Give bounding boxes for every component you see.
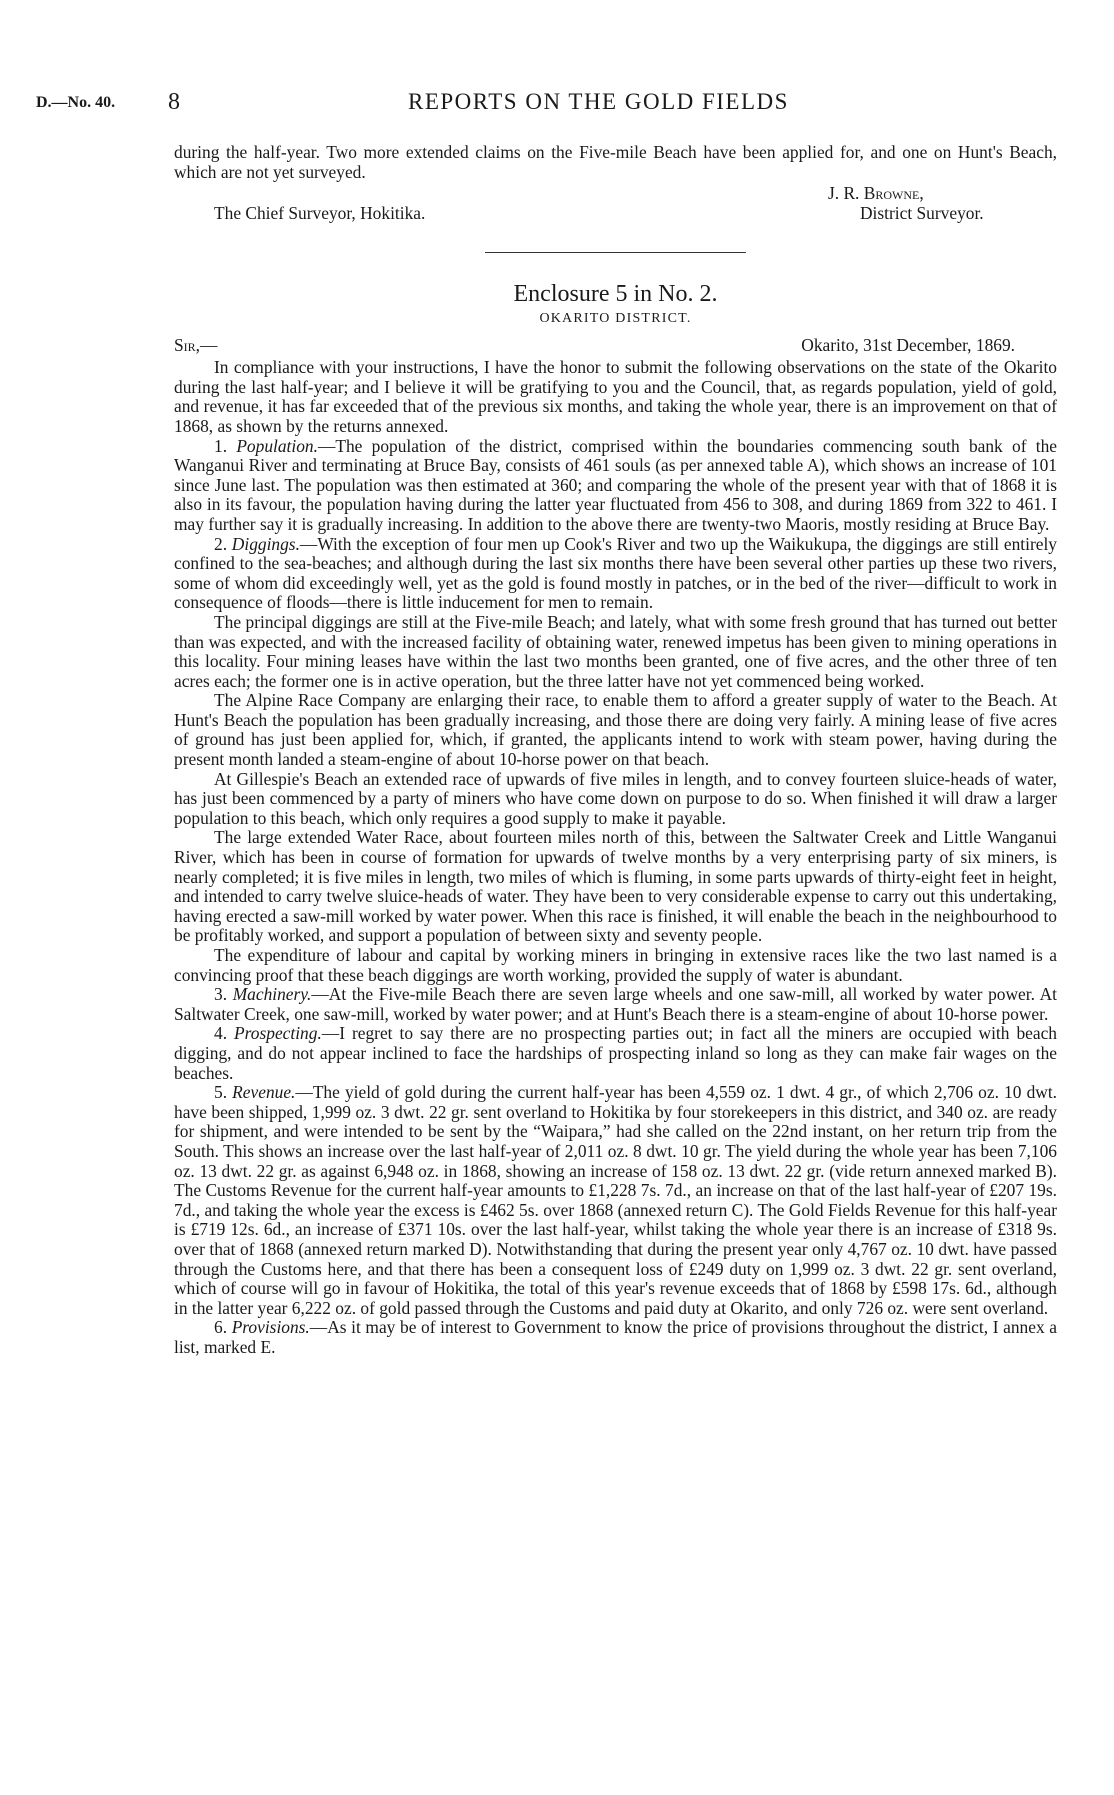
report-paragraph	[174, 828, 1057, 946]
paragraph-text: —The yield of gold during the current half-year has been 4,559 oz. 1 dwt. 4 gr., of which 2,706 oz. 10 dwt. have been shipped, 1,999 oz. 3 dwt. 22 gr. sent overland to Hokitika by four storekeepers in this district, and 340 oz. are ready for shipment, and were intended to be sent by the “Waipara,” had she called on the 22nd instant, on her return trip from the South. This shows an increase over the last half-year of 2,011 oz. 8 dwt. 10 gr. The yield during the whole year has been 7,106 oz. 13 dwt. 22 gr. as against 6,948 oz. in 1868, showing an increase of 158 oz. 13 dwt. 22 gr. (vide return annexed marked B). The Customs Revenue for the current half-year amounts to £1,228 7s. 7d., an increase on that of the last half-year of £207 19s. 7d., and taking the whole year the excess is £462 5s. over 1868 (annexed return C). The Gold Fields Revenue for this half-year is £719 12s. 6d., an increase of £371 10s. over the last half-year, whilst taking the whole year there is an increase of £318 9s. over that of 1868 (annexed return marked D). Notwithstanding that during the present year only 4,767 oz. 10 dwt. have passed through the Customs here, and that there has been a consequent loss of £249 duty on 1,999 oz. 3 dwt. 22 gr. sent overland, which of course will go in favour of Hokitika, the total of this year's revenue exceeds that of 1868 by £598 17s. 6d., although in the latter year 6,222 oz. of gold passed through the Customs and paid duty at Okarito, and only 726 oz. were sent overland.	[174, 1082, 1057, 1318]
signature-block	[174, 182, 1057, 222]
salutation: Sir,—	[174, 335, 218, 356]
paragraph-lead: 2.	[214, 533, 232, 554]
enclosure-title: Enclosure 5 in No. 2.	[513, 281, 718, 308]
report-paragraph	[174, 1318, 1057, 1357]
running-title: REPORTS ON THE GOLD FIELDS	[408, 89, 789, 114]
report-paragraph	[174, 770, 1057, 829]
addressee: The Chief Surveyor, Hokitika.	[214, 203, 426, 224]
paragraph-heading: Revenue.	[232, 1082, 296, 1103]
paragraph-lead: 4.	[214, 1023, 235, 1044]
paragraph-lead: 3.	[214, 984, 233, 1005]
report-paragraph	[174, 946, 1057, 985]
paragraph-heading: Prospecting.	[234, 1023, 322, 1044]
signatory-role: District Surveyor.	[860, 203, 984, 224]
continuation-paragraph: during the half-year. Two more extended claims on the Five-mile Beach have been applied for, and one on Hunt's Beach, which are not yet surveyed.	[174, 142, 1057, 182]
report-paragraph	[174, 691, 1057, 769]
page-number: 8	[168, 89, 180, 115]
paragraph-lead: 5.	[214, 1082, 233, 1103]
paragraph-text: The large extended Water Race, about fourteen miles north of this, between the Saltwater Creek and Little Wanganui River, which has been in course of formation for upwards of twelve months by a very enterprising party of six miners, is nearly completed; it is five miles in length, two miles of which is fluming, in some parts upwards of thirty-eight feet in height, and intended to carry twelve sluice-heads of water. They have been to very considerable expense to carry out this undertaking, having erected a saw-mill worked by water power. When this race is finished, it will enable the beach in the neighbourhood to be profitably worked, and support a population of between sixty and seventy people.	[174, 827, 1057, 946]
district-heading: OKARITO DISTRICT.	[539, 311, 692, 327]
paragraph-lead: 1.	[214, 435, 237, 456]
paragraph-text: —As it may be of interest to Government to know the price of provisions throughout the district, I annex a list, marked E.	[174, 1317, 1058, 1357]
salutation-line	[174, 336, 1057, 358]
report-paragraph	[174, 985, 1057, 1024]
paragraph-text: At Gillespie's Beach an extended race of upwards of five miles in length, and to convey fourteen sluice-heads of water, has just been commenced by a party of miners who have come down on purpose to do so. When finished it will draw a larger population to this beach, which only requires a good supply to make it payable.	[174, 768, 1057, 828]
paragraph-text: The Alpine Race Company are enlarging their race, to enable them to afford a greater supply of water to the Beach. At Hunt's Beach the population has been gradually increasing, and those there are doing very fairly. A mining lease of five acres of ground has just been applied for, which, if granted, the applicants intend to work with steam power, having during the present month landed a steam-engine of about 10-horse power on that beach.	[174, 690, 1057, 770]
paragraph-text: In compliance with your instructions, I have the honor to submit the following observations on the state of the Okarito during the last half-year; and I believe it will be gratifying to you and the Council, that, as regards population, yield of gold, and revenue, it has far exceeded that of the previous six months, and taking the whole year, there is an improvement on that of 1868, as shown by the returns annexed.	[174, 357, 1057, 436]
paragraph-text: —At the Five-mile Beach there are seven large wheels and one saw-mill, all worked by water power. At Saltwater Creek, one saw-mill, worked by water power; and at Hunt's Beach there is a steam-engine of about 10-horse power.	[174, 984, 1057, 1024]
report-paragraph	[174, 535, 1057, 613]
place-date: Okarito, 31st December, 1869.	[801, 335, 1015, 356]
section-divider	[485, 252, 746, 253]
paragraph-text: The principal diggings are still at the Five-mile Beach; and lately, what with some fresh ground that has turned out better than was expected, and with the increased facility of obtaining water, renewed impetus has been given to mining operations in this locality. Four mining leases have within the last two months been granted, one of five acres, and the other three of ten acres each; the former one is in active operation, but the three latter have not yet commenced being worked.	[174, 611, 1057, 691]
page-header	[0, 90, 1114, 120]
paragraph-heading: Machinery.	[232, 984, 312, 1005]
report-paragraph	[174, 437, 1057, 535]
report-paragraph	[174, 358, 1057, 436]
paragraph-lead: 6.	[214, 1317, 232, 1338]
signatory-name: J. R. Browne,	[828, 183, 924, 204]
paragraph-text: —The population of the district, comprised within the boundaries commencing south bank of the Wanganui River and terminating at Bruce Bay, consists of 461 souls (as per annexed table A), which shows an increase of 101 since June last. The population was then estimated at 360; and comparing the whole of the present year with that of 1868 it is also in its favour, the population having during the latter year fluctuated from 456 to 308, and during 1869 from 322 to 461. I may further say it is gradually increasing. In addition to the above there are twenty-two Maoris, mostly residing at Bruce Bay.	[174, 435, 1058, 534]
report-paragraph	[174, 1024, 1057, 1083]
page-body	[174, 143, 1057, 1357]
report-paragraph	[174, 613, 1057, 691]
paragraph-heading: Diggings.	[231, 533, 300, 554]
paragraph-heading: Population.	[236, 435, 318, 456]
report-paragraph	[174, 1083, 1057, 1318]
paragraph-text: —I regret to say there are no prospecting parties out; in fact all the miners are occupied with beach digging, and do not appear inclined to face the hardships of prospecting inland so long as they can make fair wages on the beaches.	[174, 1023, 1057, 1083]
paragraph-text: The expenditure of labour and capital by working miners in bringing in extensive races like the two last named is a convincing proof that these beach diggings are worth working, provided the supply of water is abundant.	[174, 945, 1057, 985]
paragraph-heading: Provisions.	[231, 1317, 310, 1338]
paragraph-text: —With the exception of four men up Cook's River and two up the Waikukupa, the diggings are still entirely confined to the sea-beaches; and although during the last six months there have been several other parties up these two rivers, some of whom did exceedingly well, yet as the gold is found mostly in patches, or in the bed of the river—difficult to work in consequence of floods—there is little inducement for men to remain.	[174, 533, 1057, 613]
document-reference: D.—No. 40.	[36, 94, 116, 111]
